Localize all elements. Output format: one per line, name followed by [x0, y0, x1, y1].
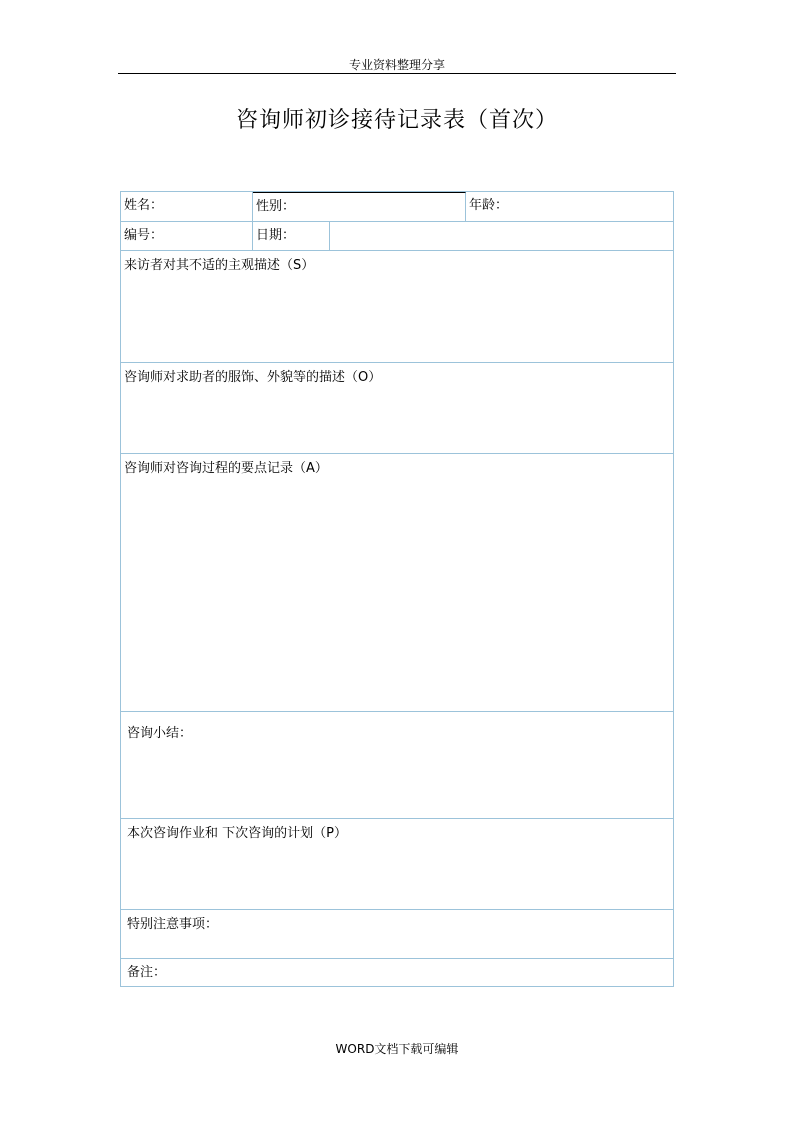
table-row-id-date	[121, 222, 673, 251]
summary-label: 咨询小结：	[127, 726, 193, 741]
age-label: 年龄：	[469, 198, 509, 213]
age-field[interactable]	[466, 192, 673, 221]
date-field[interactable]	[253, 222, 330, 250]
section-objective[interactable]	[121, 363, 673, 454]
number-label: 编号：	[124, 228, 164, 243]
name-label: 姓名：	[124, 198, 164, 213]
subjective-label: 来访者对其不适的主观描述（S）	[124, 258, 315, 273]
plan-label: 本次咨询作业和 下次咨询的计划（P）	[127, 826, 347, 841]
special-notes-label: 特别注意事项：	[127, 917, 219, 932]
section-summary[interactable]	[121, 712, 673, 819]
section-plan[interactable]	[121, 819, 673, 910]
table-row-basic-info	[121, 192, 673, 222]
name-field[interactable]	[121, 192, 253, 221]
objective-label: 咨询师对求助者的服饰、外貌等的描述（O）	[124, 370, 382, 385]
remarks-label: 备注：	[127, 965, 167, 980]
form-title: 咨询师初诊接待记录表（首次）	[235, 108, 558, 133]
section-special-notes[interactable]	[121, 910, 673, 959]
number-field[interactable]	[121, 222, 253, 250]
date-value-field[interactable]	[330, 222, 673, 250]
assessment-label: 咨询师对咨询过程的要点记录（A）	[124, 461, 328, 476]
date-label: 日期：	[256, 228, 296, 243]
section-remarks[interactable]	[121, 959, 673, 986]
record-form-table	[120, 191, 674, 987]
section-assessment[interactable]	[121, 454, 673, 712]
gender-field[interactable]	[253, 192, 466, 221]
header-divider	[118, 73, 676, 74]
section-subjective[interactable]	[121, 251, 673, 363]
gender-label: 性别：	[256, 199, 296, 214]
page-footer: WORD文档下载可编辑	[335, 1042, 459, 1056]
page-header: 专业资料整理分享	[348, 58, 445, 72]
